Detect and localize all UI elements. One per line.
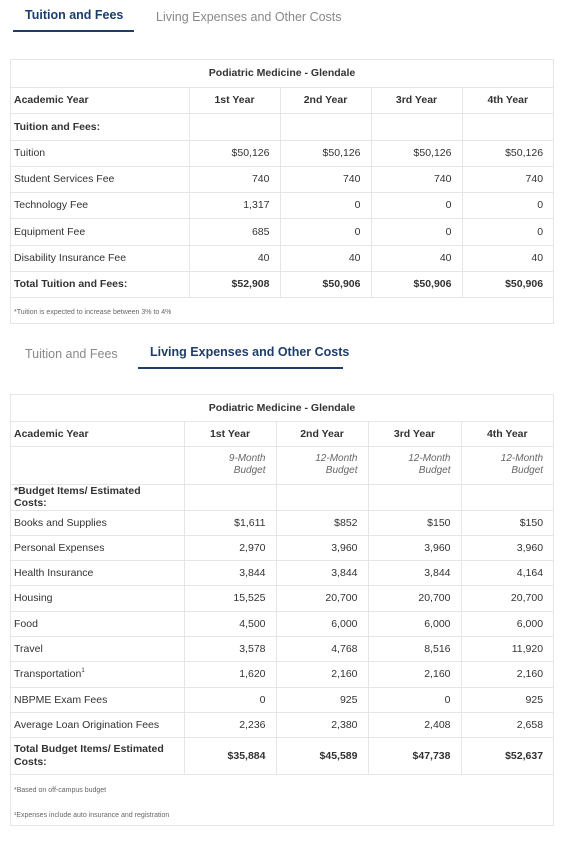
cell-value: $150: [368, 510, 461, 535]
cell-value: 925: [276, 687, 368, 712]
table-row: [11, 192, 553, 218]
cell-value: 2,160: [276, 661, 368, 687]
footnote-marker: 1: [81, 668, 85, 674]
cell-value: 0: [368, 687, 461, 712]
year-header: 1st Year: [184, 421, 276, 446]
year-header: 2nd Year: [280, 87, 371, 113]
table-row: [11, 712, 553, 737]
year-header: 4th Year: [461, 421, 553, 446]
row-label: Personal Expenses: [11, 535, 184, 560]
total-row: [11, 271, 553, 297]
cell-value: 0: [280, 192, 371, 218]
cell-value: 3,844: [276, 560, 368, 585]
cell-value: 2,236: [184, 712, 276, 737]
total-value: $50,906: [371, 271, 462, 297]
total-value: $52,637: [461, 737, 553, 774]
total-value: $50,906: [462, 271, 553, 297]
cell-value: 6,000: [368, 611, 461, 636]
budget-note: 12-Month Budget: [500, 453, 544, 476]
cell-value: 0: [184, 687, 276, 712]
cell-value: 685: [189, 218, 280, 245]
cell-value: 20,700: [368, 585, 461, 611]
table-row: [11, 245, 553, 271]
total-row: [11, 737, 553, 774]
cell-value: 40: [189, 245, 280, 271]
academic-year-header: Academic Year: [11, 421, 184, 446]
table-row: [11, 560, 553, 585]
cell-value: 40: [280, 245, 371, 271]
row-label: Equipment Fee: [11, 218, 189, 245]
budget-note: 12-Month Budget: [408, 453, 451, 476]
cell-value: 1,620: [184, 661, 276, 687]
row-label: Average Loan Origination Fees: [11, 712, 184, 737]
table-row: [11, 611, 553, 636]
cell-value: 2,160: [368, 661, 461, 687]
cell-value: 0: [371, 192, 462, 218]
table-row: [11, 510, 553, 535]
table-row: [11, 687, 553, 712]
cell-value: 3,844: [368, 560, 461, 585]
cell-value: 3,960: [276, 535, 368, 560]
cell-value: 4,164: [461, 560, 553, 585]
tuition-footnote: *Tuition is expected to increase between 3% to 4%: [14, 309, 172, 316]
tuition-table-title: Podiatric Medicine - Glendale: [11, 60, 553, 87]
cell-value: 0: [280, 218, 371, 245]
cell-value: $50,126: [189, 140, 280, 166]
total-value: $50,906: [280, 271, 371, 297]
row-label: Books and Supplies: [11, 510, 184, 535]
budget-note: 12-Month Budget: [315, 453, 358, 476]
cell-value: 740: [371, 166, 462, 192]
tuition-panel: [10, 59, 554, 324]
cell-value: $50,126: [462, 140, 553, 166]
total-value: $35,884: [184, 737, 276, 774]
total-value: $45,589: [276, 737, 368, 774]
cell-value: 740: [280, 166, 371, 192]
living-expenses-table: [11, 395, 553, 775]
row-label: Travel: [11, 636, 184, 661]
total-value: $52,908: [189, 271, 280, 297]
cell-value: 40: [462, 245, 553, 271]
bottom-tab-bar: [13, 345, 350, 369]
table-row: [11, 166, 553, 192]
row-label: Disability Insurance Fee: [11, 245, 189, 271]
top-tab-bar: [13, 8, 354, 32]
total-label: Total Budget Items/ Estimated Costs:: [11, 737, 184, 774]
cell-value: 3,960: [368, 535, 461, 560]
cell-value: 3,578: [184, 636, 276, 661]
cell-value: 4,500: [184, 611, 276, 636]
year-header: 4th Year: [462, 87, 553, 113]
row-label: Health Insurance: [11, 560, 184, 585]
year-header: 2nd Year: [276, 421, 368, 446]
budget-note: 9-Month Budget: [228, 453, 266, 476]
living-expenses-panel: [10, 394, 554, 826]
total-value: $47,738: [368, 737, 461, 774]
living-footnote-transport: ¹Expenses include auto insurance and registration: [14, 812, 170, 819]
cell-value: 0: [462, 192, 553, 218]
living-footnote-budget: *Based on off-campus budget: [14, 787, 107, 794]
tab-tuition-and-fees[interactable]: Tuition and Fees: [25, 347, 118, 361]
cell-value: $852: [276, 510, 368, 535]
cell-value: 6,000: [276, 611, 368, 636]
academic-year-header: Academic Year: [11, 87, 189, 113]
cell-value: 6,000: [461, 611, 553, 636]
table-row: [11, 140, 553, 166]
cell-value: 0: [462, 218, 553, 245]
table-row: [11, 218, 553, 245]
section-heading: *Budget Items/ Estimated Costs:: [11, 484, 184, 510]
table-row: [11, 535, 553, 560]
year-header: 1st Year: [189, 87, 280, 113]
table-row: [11, 585, 553, 611]
cell-value: $50,126: [371, 140, 462, 166]
cell-value: 2,160: [461, 661, 553, 687]
tab-living-expenses[interactable]: Living Expenses and Other Costs: [156, 10, 342, 24]
cell-value: 15,525: [184, 585, 276, 611]
table-row: [11, 636, 553, 661]
row-label: NBPME Exam Fees: [11, 687, 184, 712]
row-label: Transportation$^1$: [11, 661, 184, 687]
cell-value: $1,611: [184, 510, 276, 535]
cell-value: 2,380: [276, 712, 368, 737]
cell-value: 2,970: [184, 535, 276, 560]
cell-value: 4,768: [276, 636, 368, 661]
row-label: Housing: [11, 585, 184, 611]
cell-value: 925: [461, 687, 553, 712]
cell-value: 20,700: [276, 585, 368, 611]
cell-value: 1,317: [189, 192, 280, 218]
row-label: Food: [11, 611, 184, 636]
cell-value: 740: [462, 166, 553, 192]
tuition-table: [11, 60, 553, 298]
cell-value: 2,408: [368, 712, 461, 737]
row-label: Tuition: [11, 140, 189, 166]
cell-value: 11,920: [461, 636, 553, 661]
table-row: [11, 661, 553, 687]
cell-value: 3,844: [184, 560, 276, 585]
row-label: Technology Fee: [11, 192, 189, 218]
cell-value: 3,960: [461, 535, 553, 560]
cell-value: 2,658: [461, 712, 553, 737]
total-label: Total Tuition and Fees:: [11, 271, 189, 297]
cell-value: 40: [371, 245, 462, 271]
tab-tuition-and-fees[interactable]: Tuition and Fees: [13, 8, 134, 32]
section-heading: Tuition and Fees:: [11, 113, 189, 140]
cell-value: 0: [371, 218, 462, 245]
cell-value: $150: [461, 510, 553, 535]
living-table-title: Podiatric Medicine - Glendale: [11, 395, 553, 421]
row-label: Student Services Fee: [11, 166, 189, 192]
cell-value: $50,126: [280, 140, 371, 166]
tab-living-expenses[interactable]: Living Expenses and Other Costs: [138, 345, 343, 369]
cell-value: 8,516: [368, 636, 461, 661]
year-header: 3rd Year: [371, 87, 462, 113]
cell-value: 20,700: [461, 585, 553, 611]
cell-value: 740: [189, 166, 280, 192]
year-header: 3rd Year: [368, 421, 461, 446]
